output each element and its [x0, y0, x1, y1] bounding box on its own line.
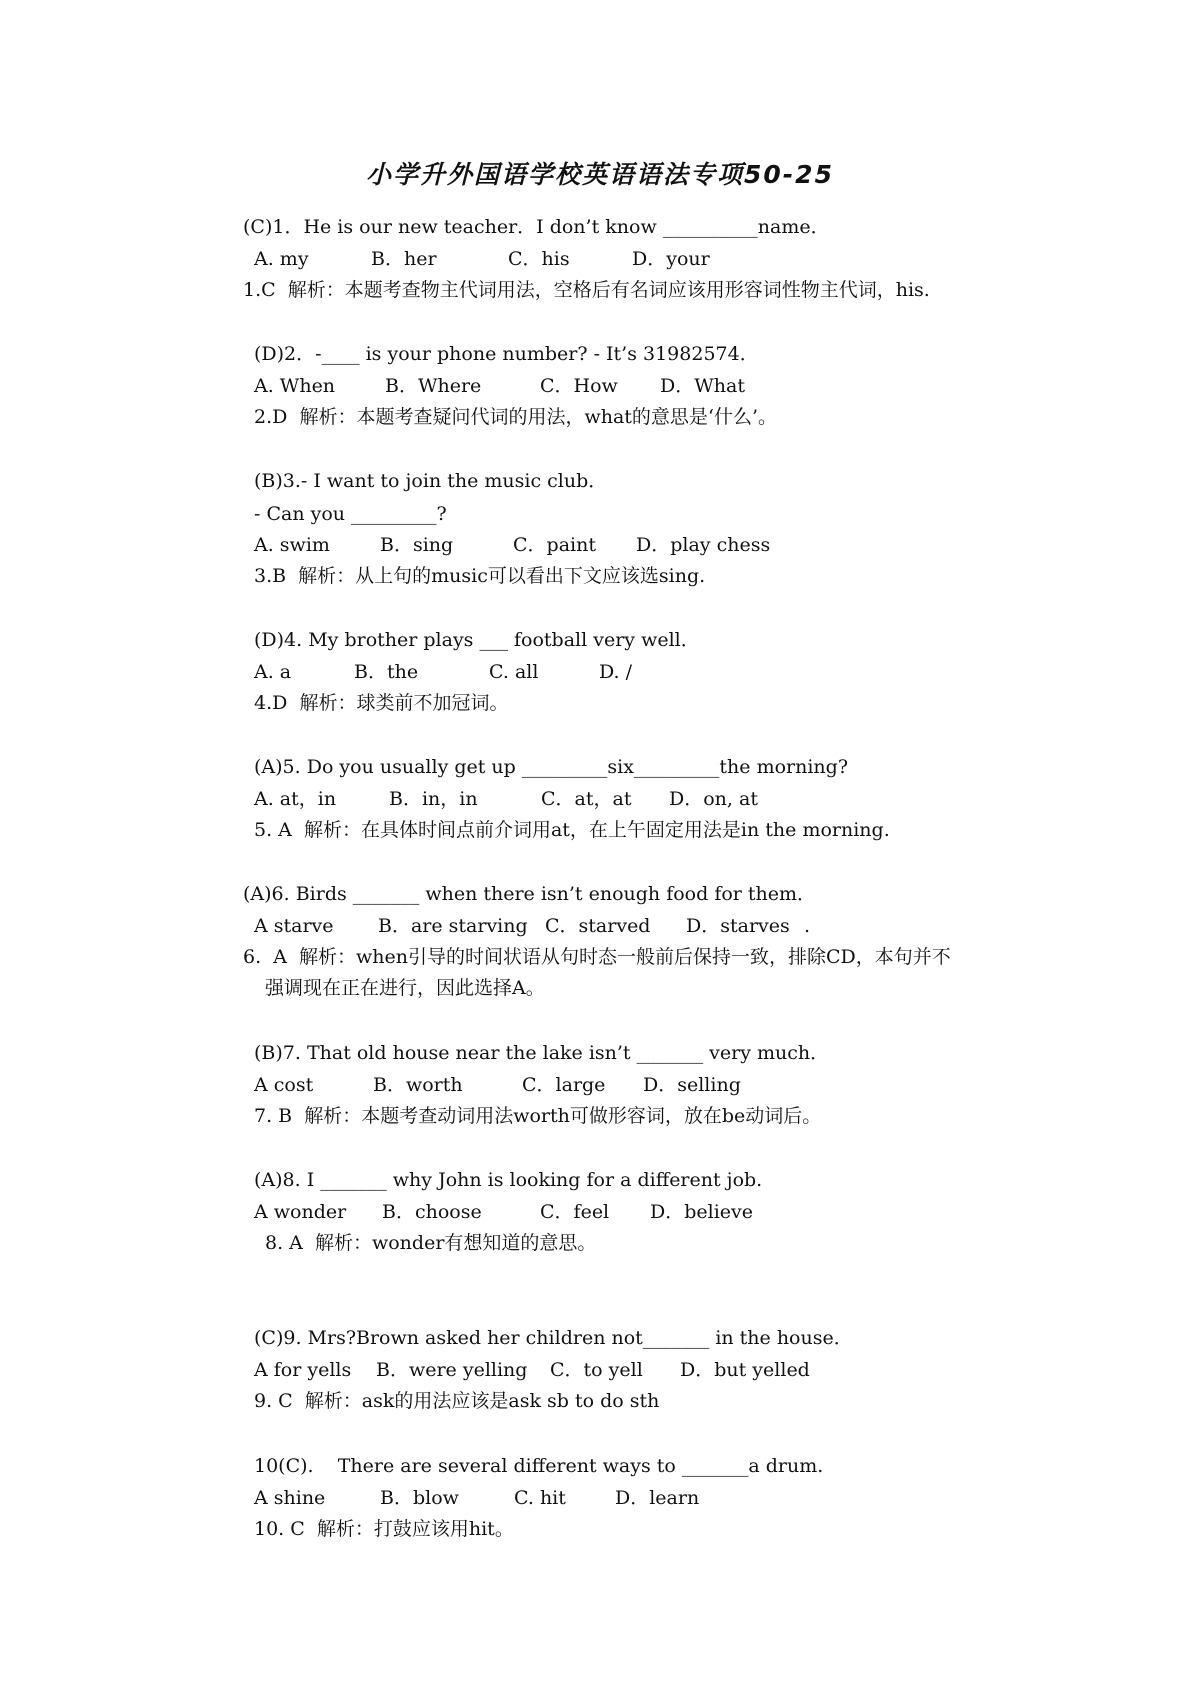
- question-7-stem: (B)7. That old house near the lake isn’t _______ very much．: [254, 1042, 830, 1064]
- question-6-option-d: D．starves: [686, 915, 790, 937]
- question-4-option-c: C. all: [489, 661, 539, 683]
- question-7-option-a: A cost: [254, 1074, 314, 1096]
- question-1-explanation: 1.C 解析：本题考查物主代词用法，空格后有名词应该用形容词性物主代词，his.: [243, 279, 930, 301]
- question-2-option-d: D．What: [660, 375, 745, 397]
- question-3-option-a: A. swim: [254, 534, 330, 556]
- question-4-option-d: D. /: [599, 661, 633, 683]
- question-3-option-d: D．play chess: [636, 534, 771, 556]
- question-3-stem: (B)3.- I want to join the music club．: [254, 470, 608, 492]
- question-9-option-c: C．to yell: [550, 1359, 643, 1381]
- question-4-option-b: B．the: [354, 661, 419, 683]
- question-5-explanation: 5. A 解析：在具体时间点前介词用at，在上午固定用法是in the morning.: [254, 819, 890, 841]
- question-9-option-b: B．were yelling: [376, 1359, 528, 1381]
- question-6-explanation: 6. A 解析：when引导的时间状语从句时态一般前后保持一致，排除CD，本句并不: [243, 946, 951, 968]
- question-3-option-b: B．sing: [380, 534, 454, 556]
- page-title: 小学升外国语学校英语语法专项50-25: [366, 160, 834, 189]
- question-8-option-a: A wonder: [254, 1201, 347, 1223]
- question-1-option-b: B．her: [371, 248, 437, 270]
- question-7-explanation: 7. B 解析：本题考查动词用法worth可做形容词，放在be动词后。: [254, 1105, 822, 1127]
- question-9-stem: (C)9. Mrs?Brown asked her children not_______ in the house．: [254, 1327, 853, 1349]
- question-6-option-c: C．starved: [545, 915, 651, 937]
- question-9-option-a: A for yells: [254, 1359, 352, 1381]
- question-5-option-d: D．on, at: [669, 788, 758, 810]
- question-2-stem: (D)2．-____ is your phone number? - It’s 31982574．: [254, 343, 759, 365]
- question-7-option-b: B．worth: [373, 1074, 463, 1096]
- question-6-stem: (A)6. Birds _______ when there isn’t enough food for them．: [243, 883, 817, 905]
- question-8-option-d: D．believe: [650, 1201, 754, 1223]
- question-9-explanation: 9. C 解析：ask的用法应该是ask sb to do sth: [254, 1390, 660, 1412]
- question-2-option-c: C．How: [540, 375, 618, 397]
- question-5-option-b: B．in，in: [389, 788, 478, 810]
- question-7-option-c: C．large: [522, 1074, 606, 1096]
- question-2-explanation: 2.D 解析：本题考查疑问代词的用法，what的意思是‘什么’。: [254, 406, 777, 428]
- question-2-option-b: B．Where: [385, 375, 482, 397]
- question-8-explanation: 8. A 解析：wonder有想知道的意思。: [265, 1232, 597, 1254]
- question-4-explanation: 4.D 解析：球类前不加冠词。: [254, 692, 509, 714]
- question-10-option-a: A shine: [254, 1487, 326, 1509]
- question-3-option-c: C．paint: [513, 534, 596, 556]
- question-1-option-a: A. my: [254, 248, 309, 270]
- question-10-explanation: 10. C 解析：打鼓应该用hit。: [254, 1518, 514, 1540]
- question-6-trailing-mark: .: [804, 915, 811, 937]
- question-4-option-a: A. a: [254, 661, 292, 683]
- question-5-option-a: A. at，in: [254, 788, 337, 810]
- question-4-stem: (D)4. My brother plays ___ football very well．: [254, 629, 700, 651]
- question-7-option-d: D．selling: [643, 1074, 741, 1096]
- question-10-option-c: C. hit: [514, 1487, 566, 1509]
- question-1-option-d: D．your: [632, 248, 710, 270]
- question-3-explanation: 3.B 解析：从上句的music可以看出下文应该选sing.: [254, 565, 706, 587]
- question-6-option-a: A starve: [254, 915, 334, 937]
- question-1-option-c: C．his: [508, 248, 570, 270]
- question-10-option-b: B．blow: [380, 1487, 459, 1509]
- question-5-stem: (A)5. Do you usually get up _________six_________the morning?: [254, 756, 849, 778]
- question-2-option-a: A. When: [254, 375, 336, 397]
- question-1-stem: (C)1．He is our new teacher．I don’t know __________name．: [243, 216, 830, 238]
- question-5-option-c: C．at，at: [541, 788, 632, 810]
- question-8-option-b: B．choose: [382, 1201, 482, 1223]
- question-6-option-b: B．are starving: [378, 915, 528, 937]
- question-9-option-d: D．but yelled: [680, 1359, 810, 1381]
- question-10-option-d: D．learn: [615, 1487, 700, 1509]
- question-3-stem-line2: - Can you _________?: [254, 503, 447, 525]
- question-10-stem: 10(C). There are several different ways to _______a drum.: [254, 1455, 824, 1477]
- question-8-option-c: C．feel: [540, 1201, 610, 1223]
- question-8-stem: (A)8. I _______ why John is looking for a different job.: [254, 1169, 763, 1191]
- question-6-explanation-line2: 强调现在正在进行，因此选择A。: [265, 977, 545, 999]
